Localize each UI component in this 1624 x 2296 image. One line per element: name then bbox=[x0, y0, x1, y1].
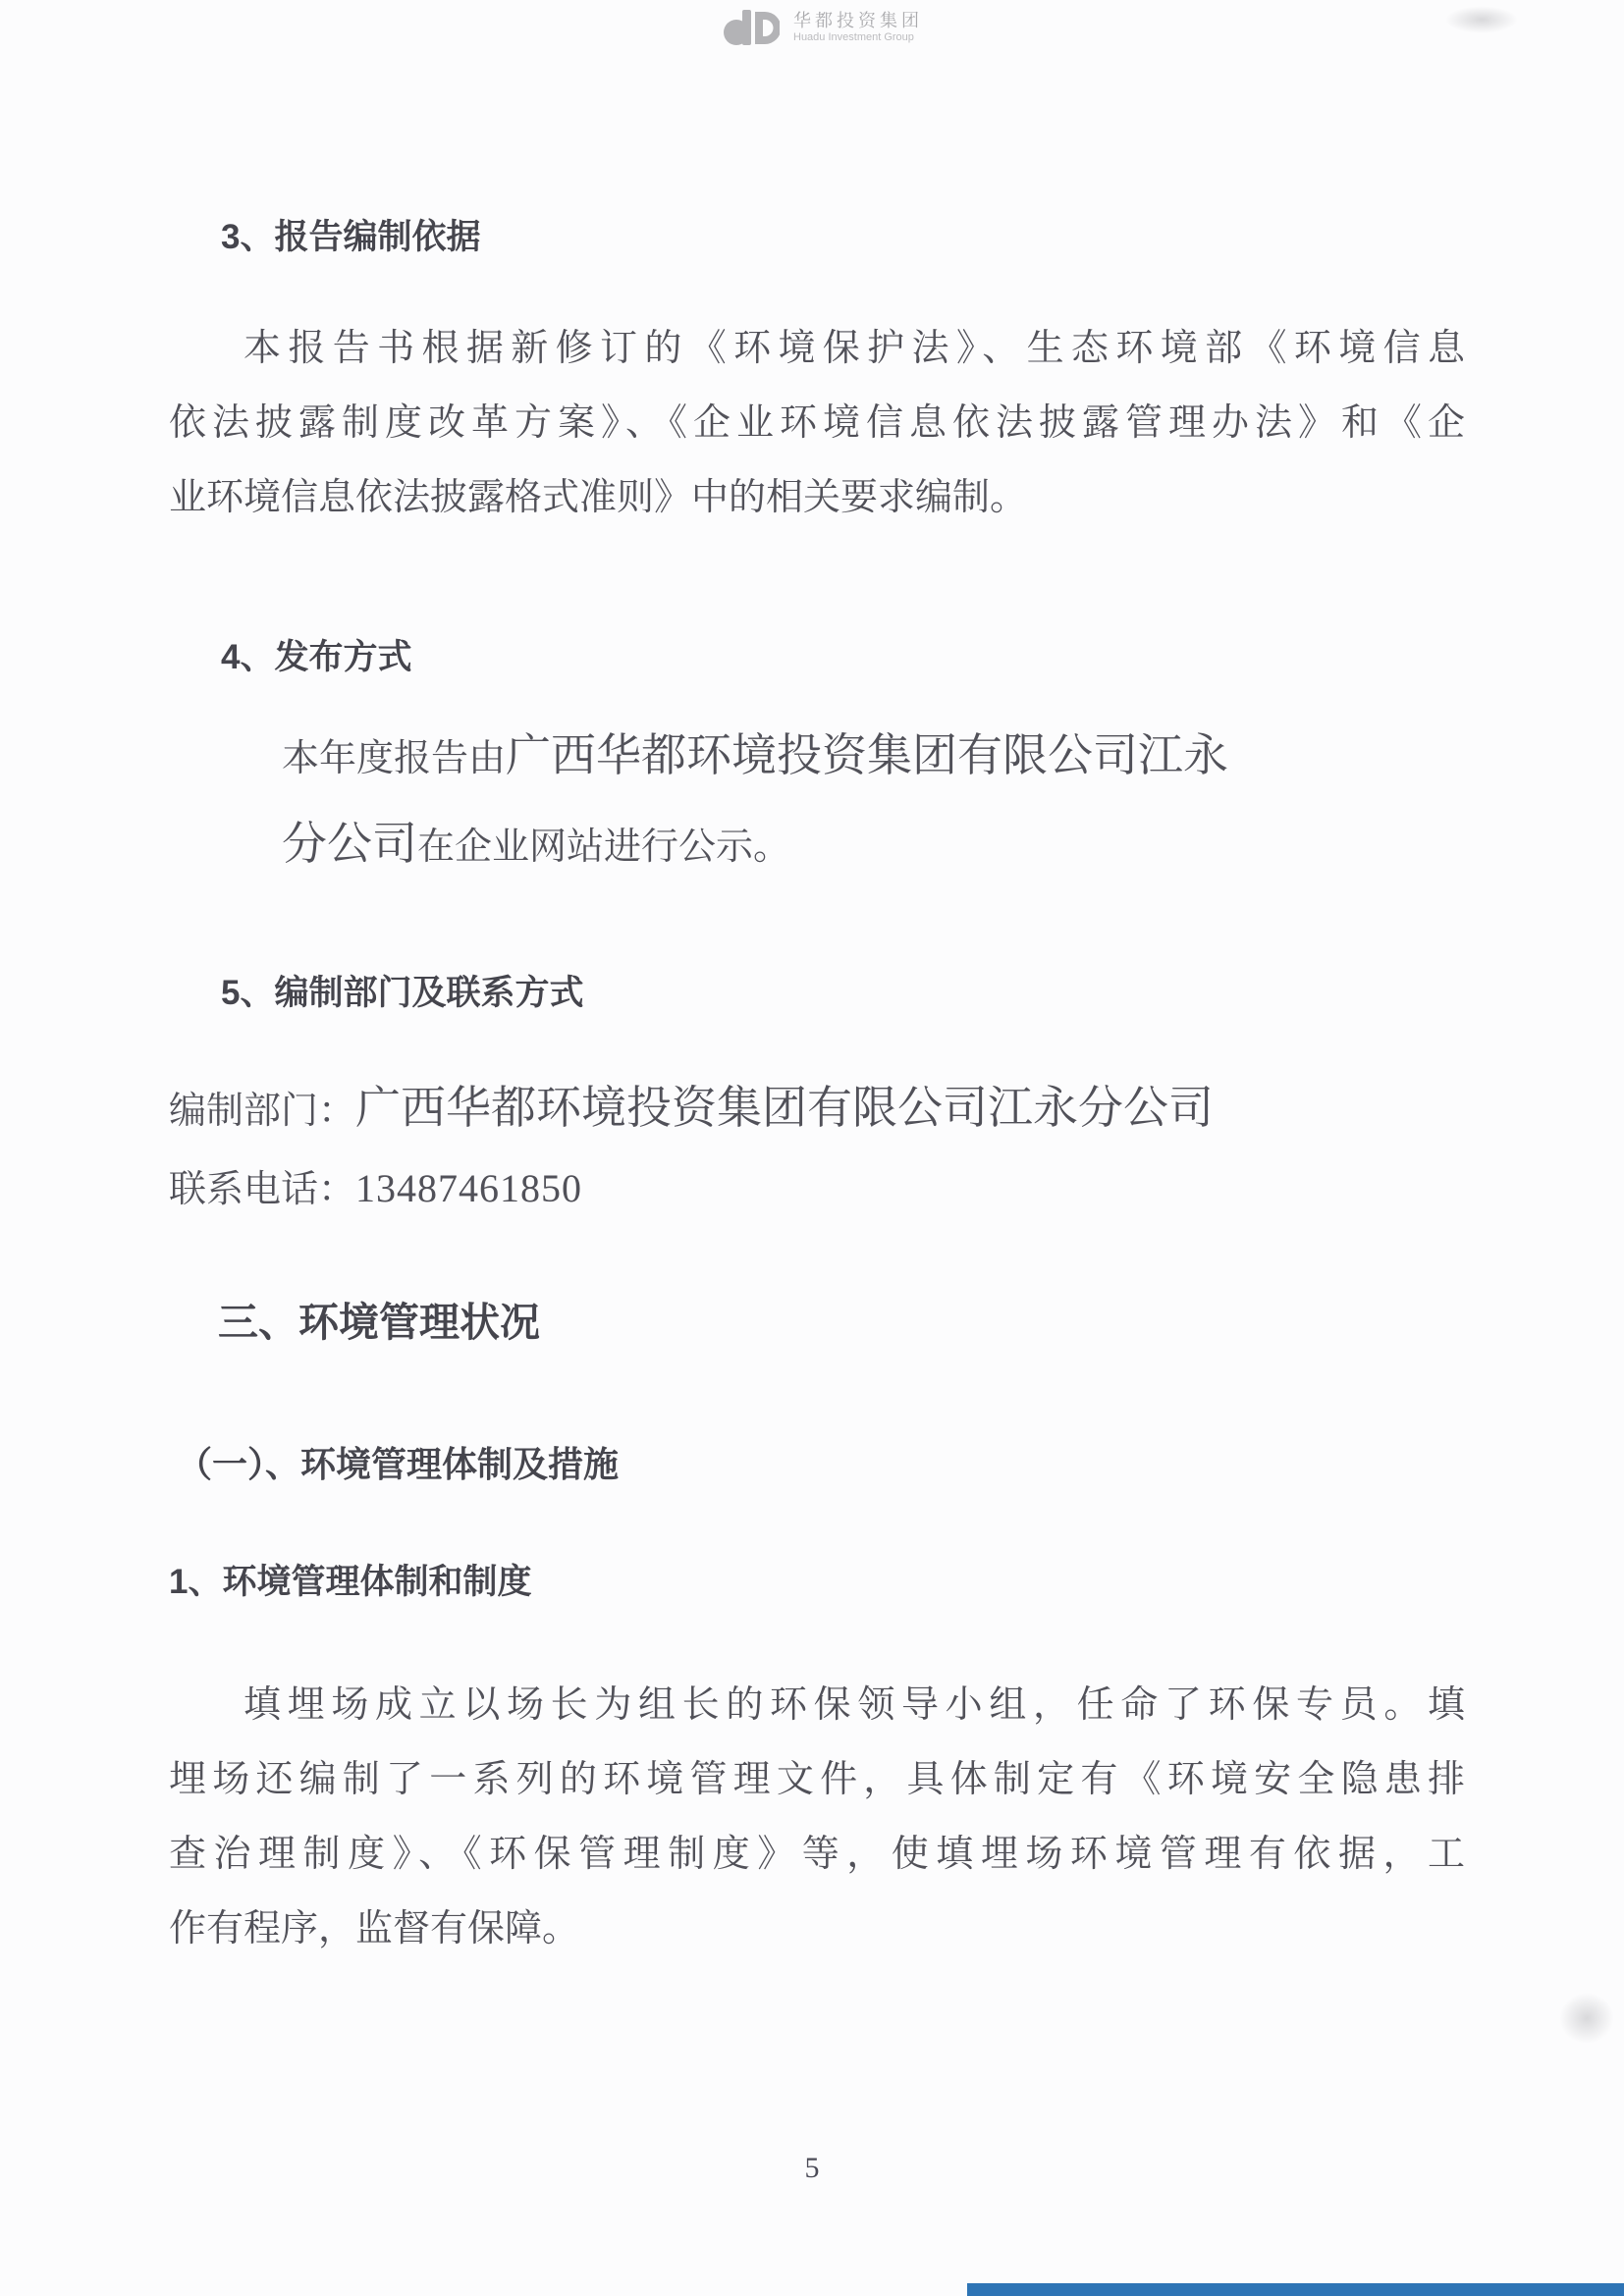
publish-text-suffix: 在企业网站进行公示。 bbox=[417, 827, 791, 868]
logo-company-subtitle: Huadu Investment Group bbox=[793, 31, 914, 44]
footer-accent-bar bbox=[967, 2283, 1624, 2296]
part-3-sub-1-heading: （一）、环境管理体制及措施 bbox=[177, 1444, 620, 1484]
section-5-heading: 5、编制部门及联系方式 bbox=[221, 974, 584, 1012]
section-3-paragraph-line-1: 本报告书根据新修订的《环境保护法》、生态环境部《环境信息 bbox=[244, 328, 1465, 369]
phone-label: 联系电话： bbox=[169, 1169, 356, 1210]
company-name-part-2: 分公司 bbox=[282, 819, 417, 869]
management-paragraph-line-2: 埋场还编制了一系列的环境管理文件，具体制定有《环境安全隐患排 bbox=[169, 1759, 1465, 1800]
company-logo bbox=[723, 6, 923, 49]
scan-artifact bbox=[1445, 6, 1518, 33]
management-paragraph-line-3: 查治理制度》、《环保管理制度》等，使填埋场环境管理有依据，工 bbox=[169, 1834, 1465, 1875]
department-value: 广西华都环境投资集团有限公司江永分公司 bbox=[355, 1083, 1215, 1133]
phone-value: 13487461850 bbox=[355, 1166, 583, 1210]
section-3-heading: 3、报告编制依据 bbox=[221, 218, 481, 256]
management-paragraph-line-4: 作有程序，监督有保障。 bbox=[169, 1908, 580, 1949]
publish-text-prefix: 本年度报告由 bbox=[282, 738, 507, 779]
company-name-part-1: 广西华都环境投资集团有限公司江永 bbox=[506, 730, 1229, 780]
department-label: 编制部门： bbox=[169, 1091, 356, 1132]
logo-text bbox=[793, 11, 923, 43]
department-line bbox=[169, 1072, 1214, 1137]
section-4-paragraph-line-1 bbox=[282, 730, 1228, 784]
scan-artifact bbox=[1559, 1993, 1614, 2044]
page-number: 5 bbox=[804, 2152, 820, 2184]
part-3-heading: 三、环境管理状况 bbox=[218, 1300, 540, 1345]
management-paragraph-line-1: 填埋场成立以场长为组长的环保领导小组，任命了环保专员。填 bbox=[244, 1684, 1465, 1726]
section-4-paragraph-line-2 bbox=[282, 819, 790, 873]
hd-monogram-icon bbox=[723, 6, 780, 49]
section-4-heading: 4、发布方式 bbox=[221, 638, 412, 676]
part-3-sub-1-1-heading: 1、环境管理体制和制度 bbox=[169, 1563, 532, 1601]
phone-line bbox=[169, 1158, 582, 1212]
section-3-paragraph-line-3: 业环境信息依法披露格式准则》中的相关要求编制。 bbox=[169, 477, 1028, 518]
section-3-paragraph-line-2: 依法披露制度改革方案》、《企业环境信息依法披露管理办法》和《企 bbox=[169, 402, 1465, 444]
logo-company-name: 华都投资集团 bbox=[793, 11, 923, 31]
